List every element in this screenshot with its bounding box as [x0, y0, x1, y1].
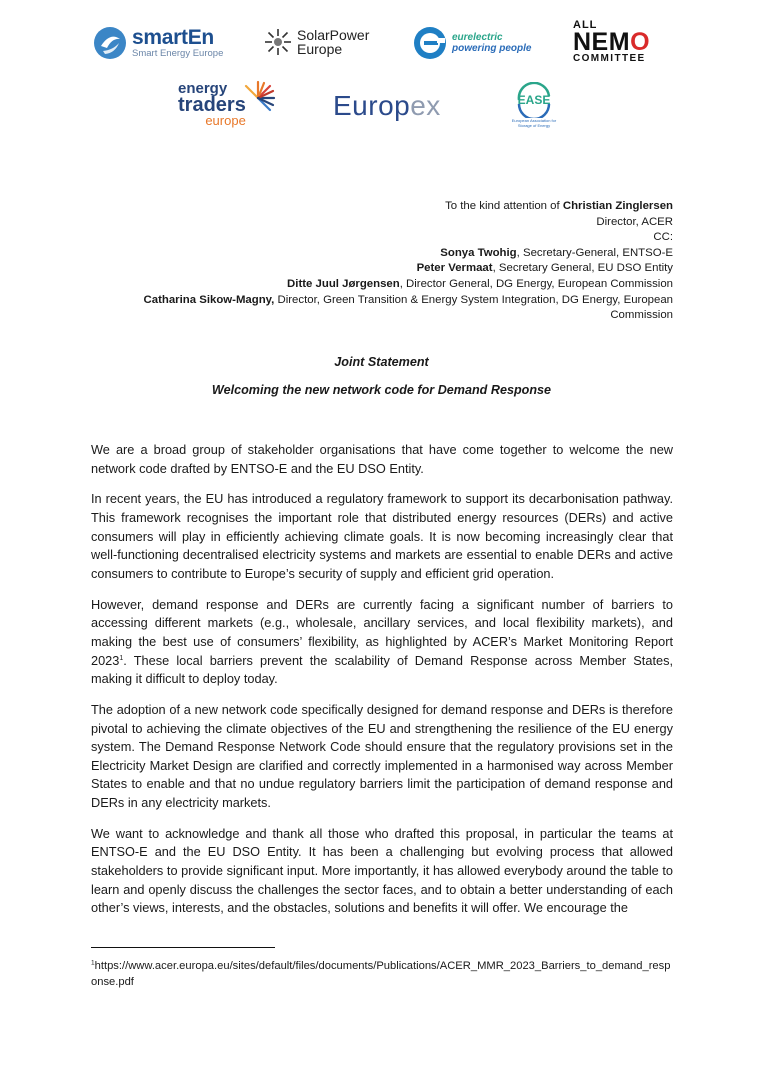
addressee-title: Director, ACER — [596, 215, 673, 228]
solarpower-europe-logo — [264, 28, 369, 56]
footnote-link[interactable]: https://www.acer.europa.eu/sites/default/files/documents/Publications/ACER_MMR_2023_Barriers_to_demand_response.pdf — [91, 960, 671, 988]
europex-logo — [333, 90, 441, 122]
ete-line1: energy — [178, 80, 228, 97]
nemo-line1: ALL — [573, 19, 598, 31]
statement-title: Joint Statement — [334, 355, 429, 369]
cc-line: Peter Vermaat, Secretary General, EU DSO Entity — [416, 262, 673, 275]
smarten-name: smartEn — [132, 25, 214, 49]
nemo-line2: NEMO — [573, 28, 651, 56]
eurelectric-name: eurelectric — [452, 32, 503, 43]
smarten-emblem-icon — [93, 26, 127, 60]
paragraph: However, demand response and DERs are currently facing a significant number of barriers to accessing different markets (e.g., wholesale, ancillary services, and local flexibility markets), and making the best use of consumers’ flexibility, as highlighted by ACER’s Market Monitoring Report 2023$^1$. These local barriers prevent the scalability of Demand Response across Member States, making it difficult to deploy today. — [91, 596, 673, 687]
statement-subtitle: Welcoming the new network code for Demand Response — [211, 383, 552, 397]
paragraph: The adoption of a new network code specifically designed for demand response and DERs is therefore pivotal to achieving the climate objectives of the EU and strengthening the resilience of the EU energy system. The Demand Response Network Code should ensure that the regulatory provisions set in the Electricity Market Design are clarified and correctly implemented in a harmonised way across Member States to enable and that no undue regulatory barriers limit the participation of demand response and DERs in any electricity markets. — [91, 702, 673, 810]
ease-name: EASE — [517, 93, 551, 107]
ease-logo — [511, 82, 557, 128]
smarten-logo — [93, 26, 223, 60]
eurelectric-logo — [413, 26, 531, 60]
sun-icon — [264, 28, 292, 56]
paragraph: We want to acknowledge and thank all those who drafted this proposal, in particular the teams at ENTSO-E and the EU DSO Entity. It has been a challenging but evolving process that allowed stakeholders to provide significant input. More importantly, it has allowed everybody around the table to learn and openly discuss the challenges the sector faces, and to obtain a better understanding of each other’s views, interests, and the obstacles, solutions and benefits it will offer. We encourage the — [91, 825, 673, 916]
ete-line2: traders — [178, 94, 246, 116]
address-block — [113, 199, 673, 324]
cc-label: CC: — [653, 231, 673, 244]
eurelectric-tagline: powering people — [452, 43, 532, 54]
cc-line: Ditte Juul Jørgensen, Director General, DG Energy, European Commission — [287, 277, 673, 290]
cc-line: Catharina Sikow-Magny, Director, Green Transition & Energy System Integration, DG Energy, European Commission — [143, 293, 673, 322]
statement-body — [91, 441, 673, 930]
footnote-reference[interactable]: 1 — [119, 654, 124, 662]
footnote-divider — [91, 947, 275, 948]
all-nemo-committee-logo — [573, 20, 650, 65]
footnote — [91, 958, 673, 990]
paragraph: We are a broad group of stakeholder organisations that have come together to welcome the new network code drafted by ENTSO-E and the EU DSO Entity. — [91, 442, 673, 476]
ete-line3: europe — [205, 113, 246, 128]
europex-part1: Europ — [333, 90, 411, 121]
addressee-line: To the kind attention of Christian Zinglersen — [445, 200, 673, 212]
starburst-icon — [240, 80, 276, 116]
ease-tagline: European Association for Storage of Energy — [511, 118, 557, 128]
solarpower-line2: Europe — [297, 41, 343, 57]
nemo-line3: COMMITTEE — [573, 53, 646, 64]
cc-line: Sonya Twohig, Secretary-General, ENTSO-E — [440, 246, 673, 259]
ease-emblem-icon — [511, 82, 557, 118]
paragraph: In recent years, the EU has introduced a regulatory framework to support its decarbonisation pathway. This framework recognises the important role that distributed energy resources (DERs) and active consumers will play in efficiently achieving climate goals. It is now becoming increasingly clear that well-functioning decentralised electricity systems and markets are essential to enable DERs and active consumers to contribute to Europe’s security of supply and efficient grid operation. — [91, 491, 673, 581]
solarpower-line1: SolarPower — [297, 27, 370, 43]
smarten-tagline: Smart Energy Europe — [132, 47, 224, 59]
eurelectric-emblem-icon — [413, 26, 447, 60]
footnote-marker: 1 — [91, 959, 95, 967]
europex-part2: ex — [410, 90, 441, 121]
energy-traders-europe-logo — [178, 82, 276, 127]
